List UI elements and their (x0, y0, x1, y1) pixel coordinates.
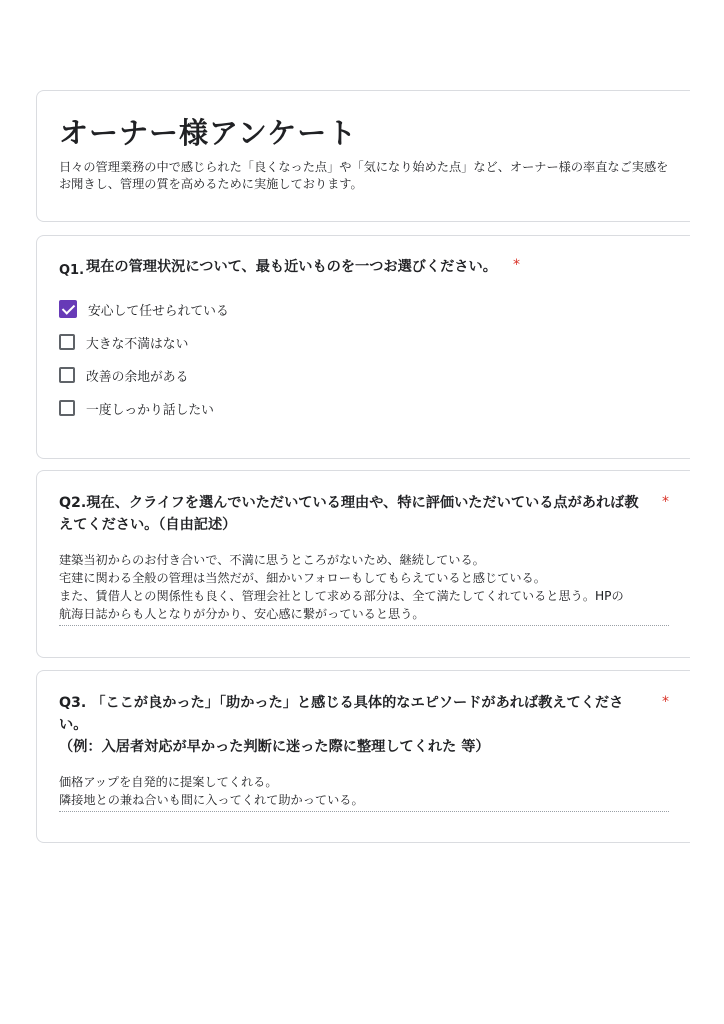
answer-line: 価格アップを自発的に提案してくれる。 (59, 775, 278, 789)
answer-line: 宅建に関わる全般の管理は当然だが、細かいフォローもしてもらえていると感じている。 (59, 571, 546, 585)
checkbox-option[interactable] (59, 398, 214, 418)
answer-text-field-q2[interactable] (59, 551, 669, 626)
question-text-q3-line1: Q3. 「ここが良かった」「助かった」と感じる具体的なエピソードがあれば教えてくださ (59, 695, 624, 711)
answer-line: 隣接地との兼ね合いも間に入ってくれて助かっている。 (59, 793, 364, 807)
checkbox-option[interactable] (59, 365, 188, 385)
answer-line: 航海日誌からも人となりが分かり、安心感に繋がっていると思う。 (59, 607, 425, 621)
required-asterisk-q3: * (662, 694, 669, 710)
checkbox-option-label: 安心して任せられている (88, 303, 229, 319)
question-card-q1 (36, 235, 690, 459)
answer-line: 建築当初からのお付き合いで、不満に思うところがないため、継続している。 (59, 553, 485, 567)
question-text-q3-line3: （例：入居者対応が早かった判断に迷った際に整理してくれた 等） (59, 739, 490, 755)
question-text-q1: 現在の管理状況について、最も近いものを一つお選びください。 (86, 259, 497, 275)
question-card-q2 (36, 470, 690, 658)
required-asterisk-q1: * (513, 257, 520, 273)
checkbox-option-label: 大きな不満はない (86, 336, 189, 352)
question-text-q2-line2: えてください。（自由記述） (59, 517, 237, 533)
checkbox-unchecked-icon[interactable] (59, 400, 75, 416)
form-description: 日々の管理業務の中で感じられた「良くなった点」や「気になり始めた点」など、オーナー様の率直なご実感をお聞きし、管理の質を高めるために実施しております。 (59, 160, 669, 191)
checkbox-option-label: 一度しっかり話したい (86, 402, 214, 418)
checkbox-unchecked-icon[interactable] (59, 367, 75, 383)
checkbox-option[interactable] (59, 332, 188, 352)
question-card-q3 (36, 670, 690, 843)
question-title-q2 (59, 492, 659, 536)
question-text-q2-line1: Q2.現在、クライフを選んでいただいている理由や、特に評価いただいている点があれば教 (59, 495, 639, 511)
checkbox-checked-icon[interactable] (59, 300, 77, 318)
checkbox-option-label: 改善の余地がある (86, 369, 189, 385)
form-header-card (36, 90, 690, 222)
form-title: オーナー様アンケート (59, 116, 358, 150)
question-title-q1 (59, 256, 659, 279)
checkbox-unchecked-icon[interactable] (59, 334, 75, 350)
question-number-q1: Q1. (59, 263, 85, 278)
question-text-q3-line2: い。 (59, 717, 88, 733)
checkbox-option[interactable] (59, 299, 229, 319)
answer-line: また、賃借人との関係性も良く、管理会社として求める部分は、全て満たしてくれていると思う。HPの (59, 589, 624, 603)
answer-text-field-q3[interactable] (59, 773, 669, 812)
required-asterisk-q2: * (662, 494, 669, 510)
question-title-q3 (59, 692, 659, 758)
